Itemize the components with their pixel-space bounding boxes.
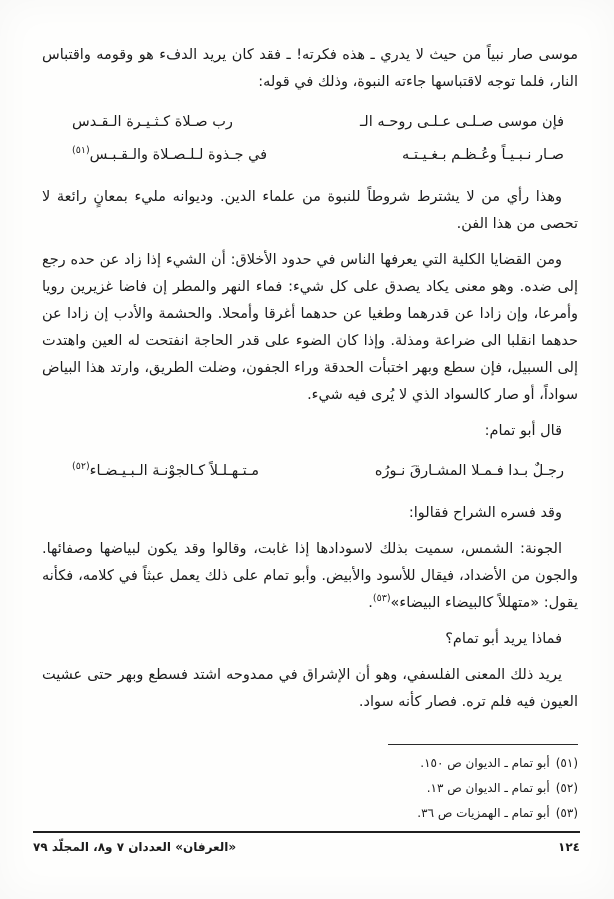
verse-line: [72, 455, 564, 488]
paragraph-text: الجونة: الشمس، سميت بذلك لاسودادها إذا غابت، وقالوا وقد يكون لبياضها وصفائها. والجون من الأضداد، فيقال للأسود والأبيض. وأبو تمام على ذلك يعمل عبثاً في كلامه، فكأنه يقول: «متهللاً كالبيضاء البيضاء»: [42, 541, 578, 611]
paragraph-tail: .: [368, 595, 373, 611]
footnote-text: أبو تمام ـ الديوان ص ١٥٠.: [420, 756, 550, 770]
page-footer: [33, 831, 580, 854]
footnote-ref-52: (٥٢): [72, 461, 90, 472]
footnote-number: (٥٢): [555, 781, 578, 795]
commentators-line: وقد فسره الشراح فقالوا:: [408, 505, 562, 521]
hemistich-text: في جـذوة لـلـصـلاة والـقـبـس: [89, 147, 268, 163]
verse-line: [72, 106, 564, 139]
journal-volume-line: «العرفان» العددان ٧ و٨، المجلّد ٧٩: [33, 840, 237, 854]
paragraph-answer: يريد ذلك المعنى الفلسفي، وهو أن الإشراق في ممدوحه اشتد فسطع وبهر حتى عشيت العيون فيه فلم تره. فصار كأنه سواد.: [42, 667, 578, 710]
page-body: [42, 42, 578, 725]
paragraph-ethics: ومن القضايا الكلية التي يعرفها الناس في حدود الأخلاق: أن الشيء إذا زاد عن حده رجع إلى ضده. وهو معنى يكاد يصدق على كل شيء: فماء النهر والمطر إن فاضا غزيرين رويا وأمرعا، وإن زادا عن قدرهما وطغيا عن حدهما أغرقا وأمحلا. والحشمة والأدب إن زادا عن حدهما انقلبا الى ضراعة ومذلة. وإذا كان الضوء على قدر الحاجة انفتحت له العين واهتدت إلى السبيل، فإن سطع وبهر اختبأت الحدقة وراء الجفون، وضلت الطريق، وارتد هذا البياض سواداً، أو صار كالسواد الذي لا يُرى فيه شيء.: [42, 252, 578, 403]
page-number: ١٢٤: [558, 840, 580, 854]
footnote-text: أبو تمام ـ الهمزيات ص ٣٦.: [417, 806, 550, 820]
hemistich-left: [72, 139, 267, 172]
paragraph-intro: موسى صار نبياً من حيث لا يدري ـ هذه فكرته! ـ فقد كان يريد الدفء هو وقومه واقتباس النار، فلما توجه لاقتباسها جاءته النبوة، وذلك في قوله:: [42, 47, 578, 90]
footnote-51: [42, 751, 578, 776]
footnote-52: [42, 776, 578, 801]
footnote-53: [42, 801, 578, 826]
footnotes-section: [42, 744, 578, 826]
hemistich-right: رجـلٌ بـدا فـمـلا المشـارقَ نـورُه: [374, 463, 564, 479]
poetry-block-1: [42, 106, 578, 172]
footnote-divider: [388, 744, 578, 745]
poetry-block-2: [42, 455, 578, 488]
hemistich-left: رب صـلاة كـثـيـرة الـقـدس: [72, 114, 233, 130]
footnote-ref-53: (٥٣): [372, 593, 391, 604]
hemistich-right: صـار نـبـيـاً وعُـظـم بـغـيـتـه: [402, 147, 564, 163]
hemistich-left: [72, 455, 259, 488]
footnote-text: أبو تمام ـ الديوان ص ١٣.: [426, 781, 550, 795]
footnote-ref-51: (٥١): [72, 145, 90, 156]
footer-row: [33, 833, 580, 854]
question-line: فماذا يريد أبو تمام؟: [445, 631, 562, 647]
hemistich-text: مـتـهـلـلاً كـالجوْنـة الـبـيـضـاء: [89, 463, 260, 479]
paragraph-jawnah: [42, 536, 578, 617]
footnote-number: (٥٣): [555, 806, 578, 820]
qala-abu-tammam-line: قال أبو تمام:: [484, 423, 562, 439]
footnote-number: (٥١): [555, 756, 578, 770]
paragraph-opinion: وهذا رأي من لا يشترط شروطاً للنبوة من علماء الدين. وديوانه مليء بمعانٍ رائعة لا تحصى من هذا الفن.: [42, 189, 578, 232]
hemistich-right: فإن موسى صـلـى عـلـى روحـه الـ: [360, 114, 564, 130]
verse-line: [72, 139, 564, 172]
